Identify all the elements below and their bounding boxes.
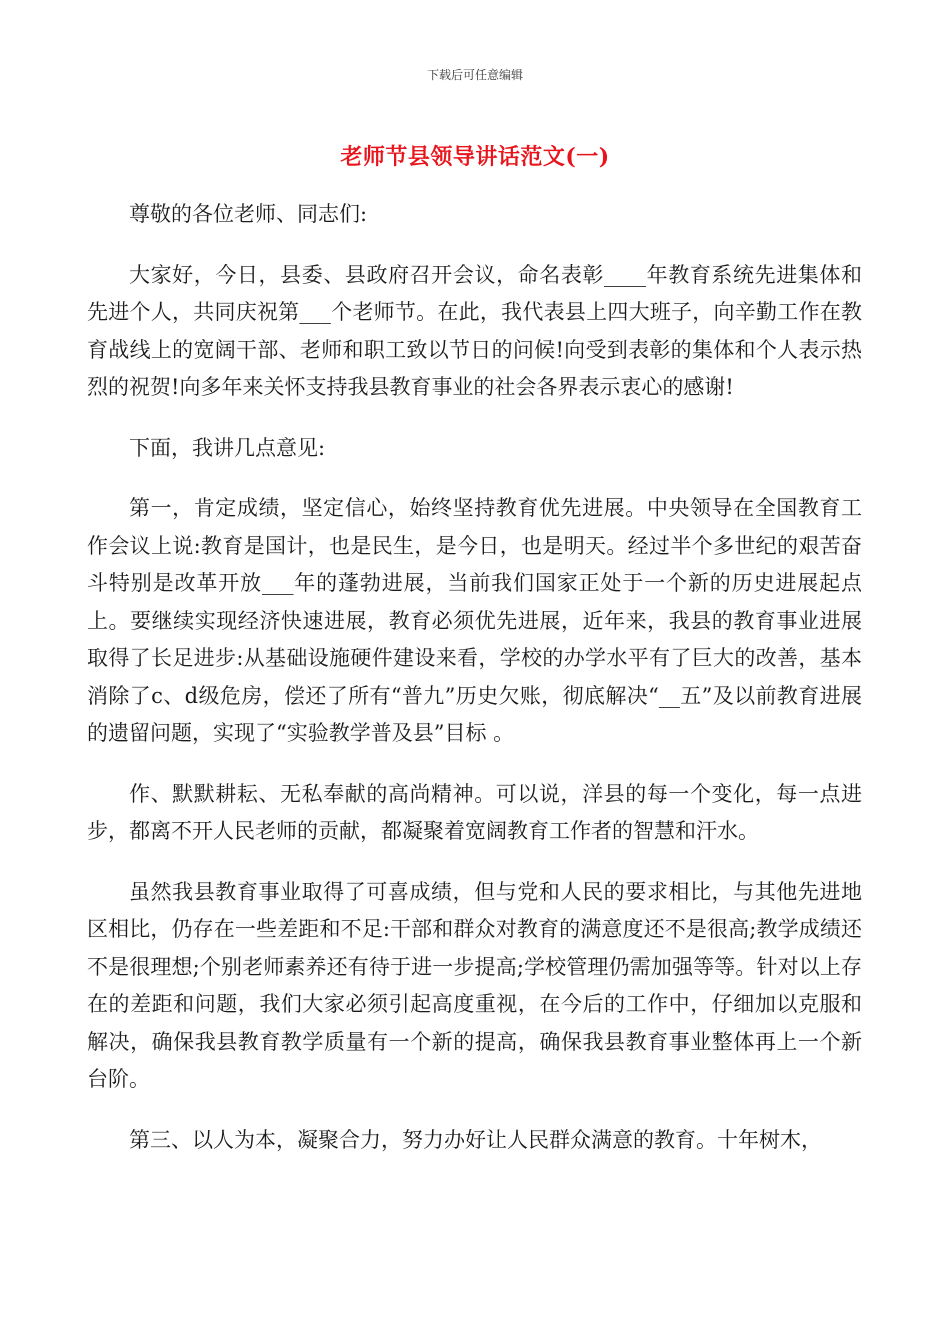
paragraph-salutation: 尊敬的各位老师、同志们: — [129, 202, 368, 226]
paragraph-point-one: 第一，肯定成绩，坚定信心，始终坚持教育优先进展。中央领导在全国教育工作会议上说:教育是国计，也是民生，是今日，也是明天。经过半个多世纪的艰苦奋斗特别是改革开放___年的蓬勃进展，当前我们国家正处于一个新的历史进展起点上。要继续实现经济快速进展，教育必须优先进展，近年来，我县的教育事业进展取得了长足进步:从基础设施硬件建设来看，学校的办学水平有了巨大的改善，基本消除了c、d级危房，偿还了所有“普九”历史欠账，彻底解决“__五”及以前教育进展的遗留问题，实现了“实验教学普及县”目标 。 — [87, 496, 862, 745]
document-body — [87, 196, 862, 1182]
paragraph-intro: 下面，我讲几点意见: — [129, 435, 326, 460]
paragraph-greeting: 大家好，今日，县委、县政府召开会议，命名表彰____年教育系统先进集体和先进个人，共同庆祝第___个老师节。在此，我代表县上四大班子，向辛勤工作在教育战线上的宽阔干部、老师和职工致以节日的问候!向受到表彰的集体和个人表示热烈的祝贺!向多年来关怀支持我县教育事业的社会各界表示衷心的感谢! — [87, 262, 862, 399]
paragraph-shortcomings: 虽然我县教育事业取得了可喜成绩，但与党和人民的要求相比，与其他先进地区相比，仍存在一些差距和不足:干部和群众对教育的满意度还不是很高;教学成绩还不是很理想;个别老师素养还有待于进一步提高;学校管理仍需加强等等。针对以上存在的差距和问题，我们大家必须引起高度重视，在今后的工作中，仔细加以克服和解决，确保我县教育教学质量有一个新的提高，确保我县教育事业整体再上一个新台阶。 — [87, 879, 862, 1091]
document-title: 老师节县领导讲话范文(一) — [340, 144, 610, 170]
paragraph-spirit: 作、默默耕耘、无私奉献的高尚精神。可以说，洋县的每一个变化，每一点进步，都离不开人民老师的贡献，都凝聚着宽阔教育工作者的智慧和汗水。 — [87, 781, 862, 843]
header-note: 下载后可任意编辑 — [426, 68, 523, 82]
paragraph-point-three: 第三、以人为本，凝聚合力，努力办好让人民群众满意的教育。十年树木， — [129, 1127, 822, 1152]
